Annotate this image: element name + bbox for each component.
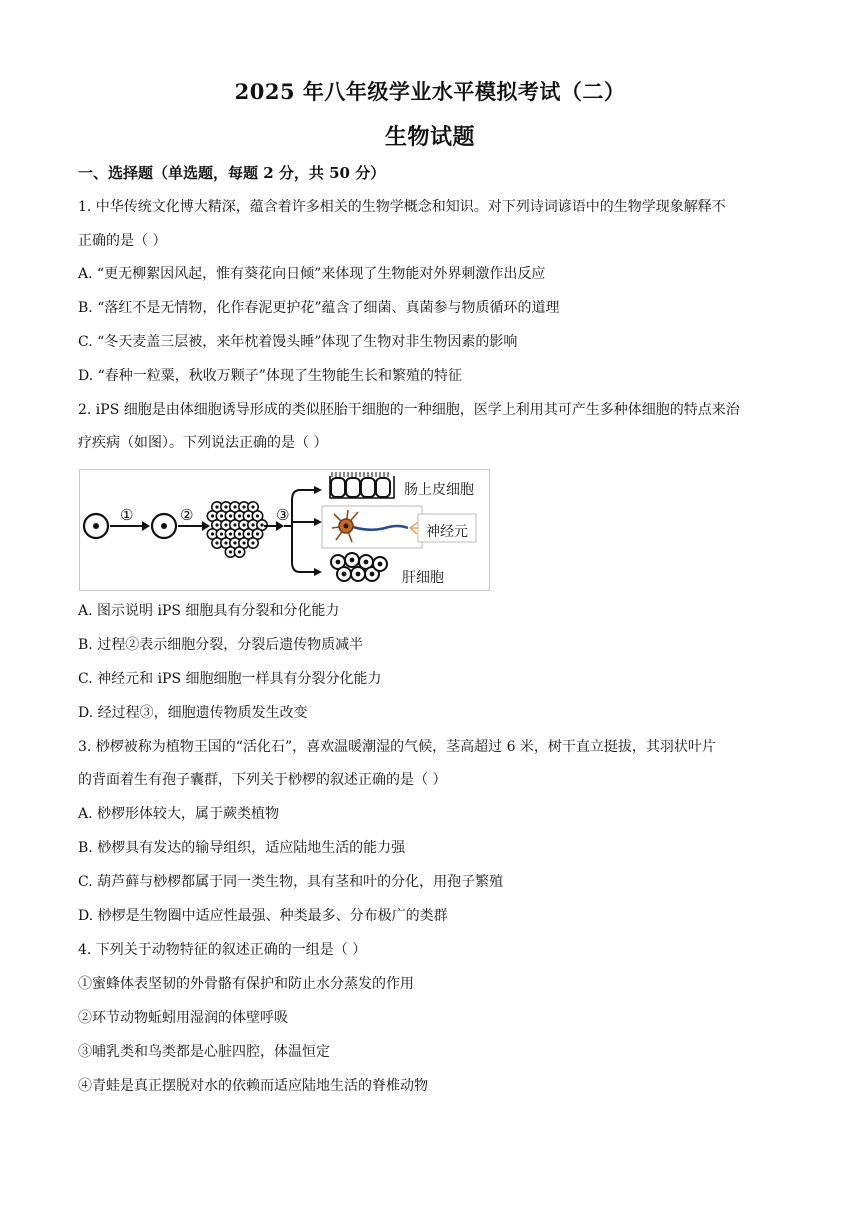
question-1-option-d: D. “春种一粒粟，秋收万颗子”体现了生物能生长和繁殖的特征	[78, 368, 462, 384]
cluster-cell-nucleus	[215, 505, 218, 508]
question-2-stem: 2. iPS 细胞是由体细胞诱导形成的类似胚胎干细胞的一种细胞，医学上利用其可产生多种体细胞的特点来治	[78, 402, 740, 418]
question-3-option-c: C. 葫芦藓与桫椤都属于同一类生物，具有茎和叶的分化，用孢子繁殖	[78, 874, 504, 890]
page-subtitle: 生物试题	[384, 124, 475, 150]
label-neuron: 神经元	[426, 524, 468, 540]
question-3-option-d: D. 桫椤是生物圈中适应性最强、种类最多、分布极广的类群	[78, 908, 448, 924]
cell-cluster-icon	[207, 502, 267, 557]
liver-cell-nucleus	[342, 572, 347, 577]
svg-text:①: ①	[120, 506, 134, 524]
cluster-cell-nucleus	[233, 541, 236, 544]
question-3-option-a: A. 桫椤形体较大，属于蕨类植物	[78, 806, 280, 822]
ips-cell-figure	[79, 469, 490, 591]
question-4-statement-1: ①蜜蜂体表坚韧的外骨骼有保护和防止水分蒸发的作用	[78, 976, 414, 992]
cluster-cell-nucleus	[247, 514, 250, 517]
question-2-option-d: D. 经过程③，细胞遗传物质发生改变	[78, 705, 308, 721]
page-title: 2025 年八年级学业水平模拟考试（二）	[234, 79, 626, 104]
cluster-cell-nucleus	[242, 541, 245, 544]
cluster-cell-nucleus	[224, 505, 227, 508]
question-3-stem-cont: 的背面着生有孢子囊群，下列关于桫椤的叙述正确的是（ ）	[78, 772, 447, 788]
question-2-option-a: A. 图示说明 iPS 细胞具有分裂和分化能力	[78, 603, 340, 619]
liver-cell-nucleus	[378, 562, 383, 567]
cluster-cell-nucleus	[260, 523, 263, 526]
liver-cell-nucleus	[336, 560, 341, 565]
cluster-cell-nucleus	[215, 523, 218, 526]
question-3-option-b: B. 桫椤具有发达的输导组织，适应陆地生活的能力强	[78, 840, 406, 856]
cluster-cell-nucleus	[238, 514, 241, 517]
cluster-cell-nucleus	[220, 532, 223, 535]
liver-cell-nucleus	[370, 572, 375, 577]
question-1-stem: 1. 中华传统文化博大精深，蕴含着许多相关的生物学概念和知识。对下列诗词谚语中的生物学现象解释不	[78, 199, 726, 215]
question-4-statement-4: ④青蛙是真正摆脱对水的依赖而适应陆地生活的脊椎动物	[78, 1078, 428, 1094]
label-liver-cell: 肝细胞	[402, 570, 444, 586]
cluster-cell-nucleus	[229, 550, 232, 553]
question-1-option-b: B. “落红不是无情物，化作春泥更护花”蕴含了细菌、真菌参与物质循环的道理	[78, 300, 560, 316]
svg-text:③: ③	[276, 506, 290, 524]
section-heading: 一、选择题（单选题，每题 2 分，共 50 分）	[78, 164, 386, 182]
somatic-cell-icon	[84, 514, 108, 538]
cluster-cell-nucleus	[242, 505, 245, 508]
cluster-cell-nucleus	[229, 514, 232, 517]
liver-cells-icon	[331, 553, 387, 581]
question-1-option-a: A. “更无柳絮因风起，惟有葵花向日倾”来体现了生物能对外界刺激作出反应	[78, 266, 546, 282]
cluster-cell-nucleus	[224, 541, 227, 544]
question-2-option-b: B. 过程②表示细胞分裂，分裂后遗传物质减半	[78, 637, 364, 653]
process-3-marker	[276, 506, 289, 524]
question-1-stem-cont: 正确的是（ ）	[78, 233, 167, 249]
cluster-cell-nucleus	[251, 505, 254, 508]
process-2-marker	[180, 506, 193, 524]
question-4-statement-2: ②环节动物蚯蚓用湿润的体壁呼吸	[78, 1010, 288, 1026]
question-3-stem: 3. 桫椤被称为植物王国的“活化石”，喜欢温暖潮湿的气候，茎高超过 6 米，树干直立挺拔，其羽状叶片	[78, 739, 716, 755]
cluster-cell-nucleus	[233, 505, 236, 508]
cluster-cell-nucleus	[229, 532, 232, 535]
cluster-cell-nucleus	[251, 523, 254, 526]
cluster-cell-nucleus	[211, 532, 214, 535]
liver-cell-nucleus	[364, 560, 369, 565]
cluster-cell-nucleus	[215, 541, 218, 544]
svg-text:②: ②	[180, 506, 194, 524]
question-1-option-c: C. “冬天麦盖三层被，来年枕着馒头睡”体现了生物对非生物因素的影响	[78, 334, 518, 350]
cluster-cell-nucleus	[224, 523, 227, 526]
label-intestinal-epithelial: 肠上皮细胞	[404, 482, 474, 498]
cluster-cell-nucleus	[256, 532, 259, 535]
cluster-cell-nucleus	[238, 550, 241, 553]
cluster-cell-nucleus	[251, 541, 254, 544]
liver-cell-nucleus	[356, 572, 361, 577]
cluster-cell-nucleus	[220, 514, 223, 517]
question-4-stem: 4. 下列关于动物特征的叙述正确的一组是（ ）	[78, 942, 367, 958]
ips-cell-icon	[152, 514, 176, 538]
process-1-marker	[120, 506, 133, 524]
question-2-option-c: C. 神经元和 iPS 细胞细胞一样具有分裂分化能力	[78, 671, 382, 687]
cluster-cell-nucleus	[211, 514, 214, 517]
intestinal-epithelial-cells-icon	[330, 472, 394, 498]
cluster-cell-nucleus	[247, 532, 250, 535]
cluster-cell-nucleus	[242, 523, 245, 526]
branch-bracket	[284, 490, 314, 572]
cluster-cell-nucleus	[256, 514, 259, 517]
cluster-cell-nucleus	[233, 523, 236, 526]
question-2-stem-cont: 疗疾病（如图）。下列说法正确的是（ ）	[78, 435, 328, 451]
cluster-cell-nucleus	[238, 532, 241, 535]
liver-cell-nucleus	[350, 558, 355, 563]
question-4-statement-3: ③哺乳类和鸟类都是心脏四腔，体温恒定	[78, 1044, 330, 1060]
